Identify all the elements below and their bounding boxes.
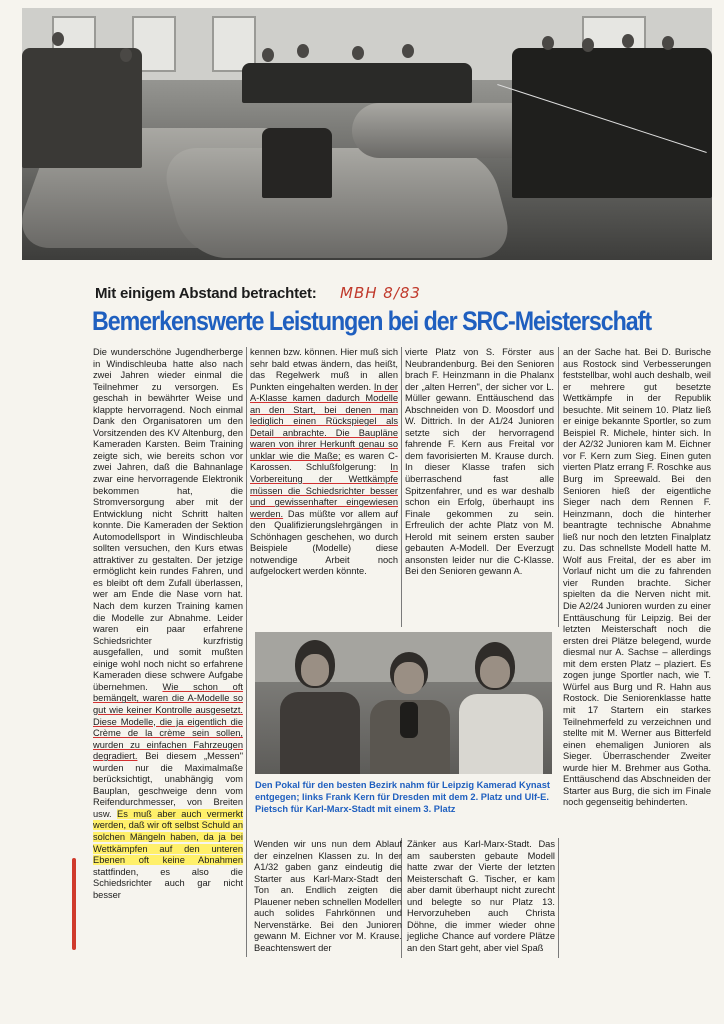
column-text: Wenden wir uns nun dem Ablauf der einzelnen Klassen zu. In der A1/32 gaben ganz eindeutig die Starter aus Karl-Marx-Stadt den Ton an. Endlich zeigten die Plauener neben schnellen Modellen auch solides Fahrkönnen und Nervenstärke. Bei den Junioren gewann M. Eichner vor M. Krause. Beachtenswert der [254,839,402,953]
article-kicker: Mit einigem Abstand betrachtet: [95,285,317,302]
column-text: kennen bzw. können. Hier muß sich sehr bald etwas ändern, das heißt, das Regelwerk muß in allen Punkten eingehalten werden. [250,347,398,392]
article-column-3 [405,347,554,578]
column-divider [558,347,559,627]
column-divider [401,347,402,627]
photo-caption: Den Pokal für den besten Bezirk nahm für Leipzig Kamerad Kynast entgegen; links Frank Kern für Dresden mit dem 2. Platz und Ulf-E. Pietsch für Karl-Marx-Stadt mit einem 3. Platz [255,780,550,814]
trophy-photo [255,632,552,774]
column-divider [246,347,247,957]
underlined-passage: Wie schon oft bemängelt, waren die A-Modelle so gut wie keiner Kontrolle ausgesetzt. Diese Modelle, die ja eigentlich die Crème de la crème sein sollen, wurden zu einfachen Fahrzeugen degradiert. [93,681,243,762]
column-divider [558,838,559,958]
column-text: Zänker aus Karl-Marx-Stadt. Das am saubersten gebaute Modell hatte zwar der Vierte der letzten Meisterschaft G. Tischer, er kam aber damit überhaupt nicht zurecht und belegte so nur Platz 13. Hervorzuheben auch Christa Döhne, die immer wieder ohne jegliche Chance auf vordere Plätze an den Start geht, aber viel Spaß [407,839,555,953]
column-text: es waren C-Karossen. Schlußfolgerung: [250,450,398,473]
column-text: stattfinden, es also die Schiedsrichter auch gar nicht besser [93,866,243,900]
column-text: Das müßte vor allem auf den Qualifizierungslehrgängen in Schönhagen geschehen, wo durch Beispiele (Modelle) diese notwendige Arbeit noch aufgelockert werden könnte. [250,508,398,577]
handwritten-issue-note: MBH 8/83 [340,284,421,302]
top-photo-race-track [22,8,712,260]
underlined-passage: In Vorbereitung der Wettkämpfe müssen die Schiedsrichter besser und gewissenhafter eingewiesen werden. [250,462,398,519]
article-headline: Bemerkenswerte Leistungen bei der SRC-Meisterschaft [92,306,652,336]
column-text: vierte Platz von S. Förster aus Neubrandenburg. Bei den Senioren brach F. Heinzmann in die Phalanx der „alten Herren", der sicher vor L. Müller gewann. Enttäuschend das Abschneiden von D. Moosdorf und W. Dittrich. In der A1/24 Junioren setzte sich der hervorragend fahrende F. Kern aus Freital vor dem favorisierten M. Krause durch. In dieser Klasse trafen sich überraschend fast alle Spitzenfahrer, und es war deshalb schon ein Erfolg, überhaupt ins Finale gekommen zu sein. Erfreulich der achte Platz von M. Herold mit seinem ersten sauber gebauten A-Modell. Der Everzugt ansonsten leider nur die C-Klasse. Bei den Senioren gewann A. [405,347,554,577]
article-column-1 [93,347,243,901]
article-column-3-continued [407,839,555,954]
column-text: an der Sache hat. Bei D. Burische aus Rostock sind Verbesserungen feststellbar, wohl auch deshalb, weil er mehrere gut besetzte Wettkämpfe in der Republik besuchte. Mit seinem 10. Platz ließ er einige bekannte Sportler, so zum Beispiel R. Michele, hinter sich. In der A2/32 Junioren kam M. Eichner vor F. Kern zum Sieg. Einen guten vierten Platz errang F. Roschke aus Burg im Spreewald. Bei den Senioren hieß der eigentliche Sieger nach dem Rennen F. Heinzmann, doch die hinterher beantragte technische Abnahme ließ nur noch den letzten Finalplatz zu. Das schnellste Modell hatte M. Wolf aus Freital, der es aber im Vorlauf nicht um die zu fahrenden vier Runden brachte. Sicher spielten da die Nerven nicht mit. Die A2/24 Junioren wurden zu einer Enttäuschung für Leipzig. Bei der letzten Meisterschaft noch die ersten drei Plätze belegend, wurde diesmal nur A. Sachse – allerdings mit dem ersten Platz – plaziert. Es zogen junge Sportler nach, wie T. Würfel aus Burg und R. Hahn aus Rostock. Die Seniorenklasse hatte mit 17 Startern ein starkes Teilnehmerfeld zu verzeichnen und stellte mit M. Werner aus Bitterfeld einen ehemaligen Junioren als Sieger. Überraschender Zweiter wurde hier M. Brehmer aus Gotha. Enttäuschend das Abschneiden der Starter aus Burg, die sich im Finale noch gegenseitig behinderten. [563,347,711,808]
article-column-2-continued [254,839,402,954]
article-column-4 [563,347,711,809]
column-text: Bei diesem „Messen" wurden nur die Maximalmaße berücksichtigt, unabhängig vom Bauplan, geschweige denn vom Reifendurchmesser, von Breiten usw. [93,751,243,819]
article-column-2 [250,347,398,578]
column-text: Die wunderschöne Jugendherberge in Windischleuba hatte also nach zwei Jahren wieder einmal die Teilnehmer zu versorgen. Es geschah in bewährter Weise und klappte hervorragend. Noch einmal Dank den Organisatoren um den Vorsitzenden des KV Altenburg, den Kameraden Karsten. Beim Training zeigte sich, wie bereits schon vor zwei Jahren, daß die Bahnanlage zwar eine hervorragende Elektronik bekommen hat, die Stromversorgung aber mit der Entwicklung nicht Schritt halten konnte. Die Kameraden der Sektion Automodellsport in Windischleuba sollten versuchen, den Kurs etwas attraktiver zu gestalten. Der jetzige ermöglicht kein rundes Fahren, und es bleibt oft dem Zufall überlassen, wer am Ende die Nase vorn hat. Nach dem kurzen Training kamen die Modelle zur Abnahme. Leider waren ein paar erfahrene Schiedsrichter kurzfristig ausgefallen, und somit mußten einige wohl noch nicht so erfahrene Kameraden diese schwere Aufgabe übernehmen. [93,347,243,692]
highlighted-passage: Es muß aber auch vermerkt werden, daß wir oft selbst Schuld an solchen Mängeln haben, da ja bei Wettkämpfen auf den unteren Ebenen oft keine Abnahmen [93,808,243,866]
underlined-passage: In der A-Klasse kamen dadurch Modelle an den Start, bei denen man lediglich einen Rückspiegel als Detail anbrachte. Die Baupläne waren von ihrer Herkunft genau so unklar wie die Maße; [250,381,398,461]
red-margin-mark [72,858,76,950]
